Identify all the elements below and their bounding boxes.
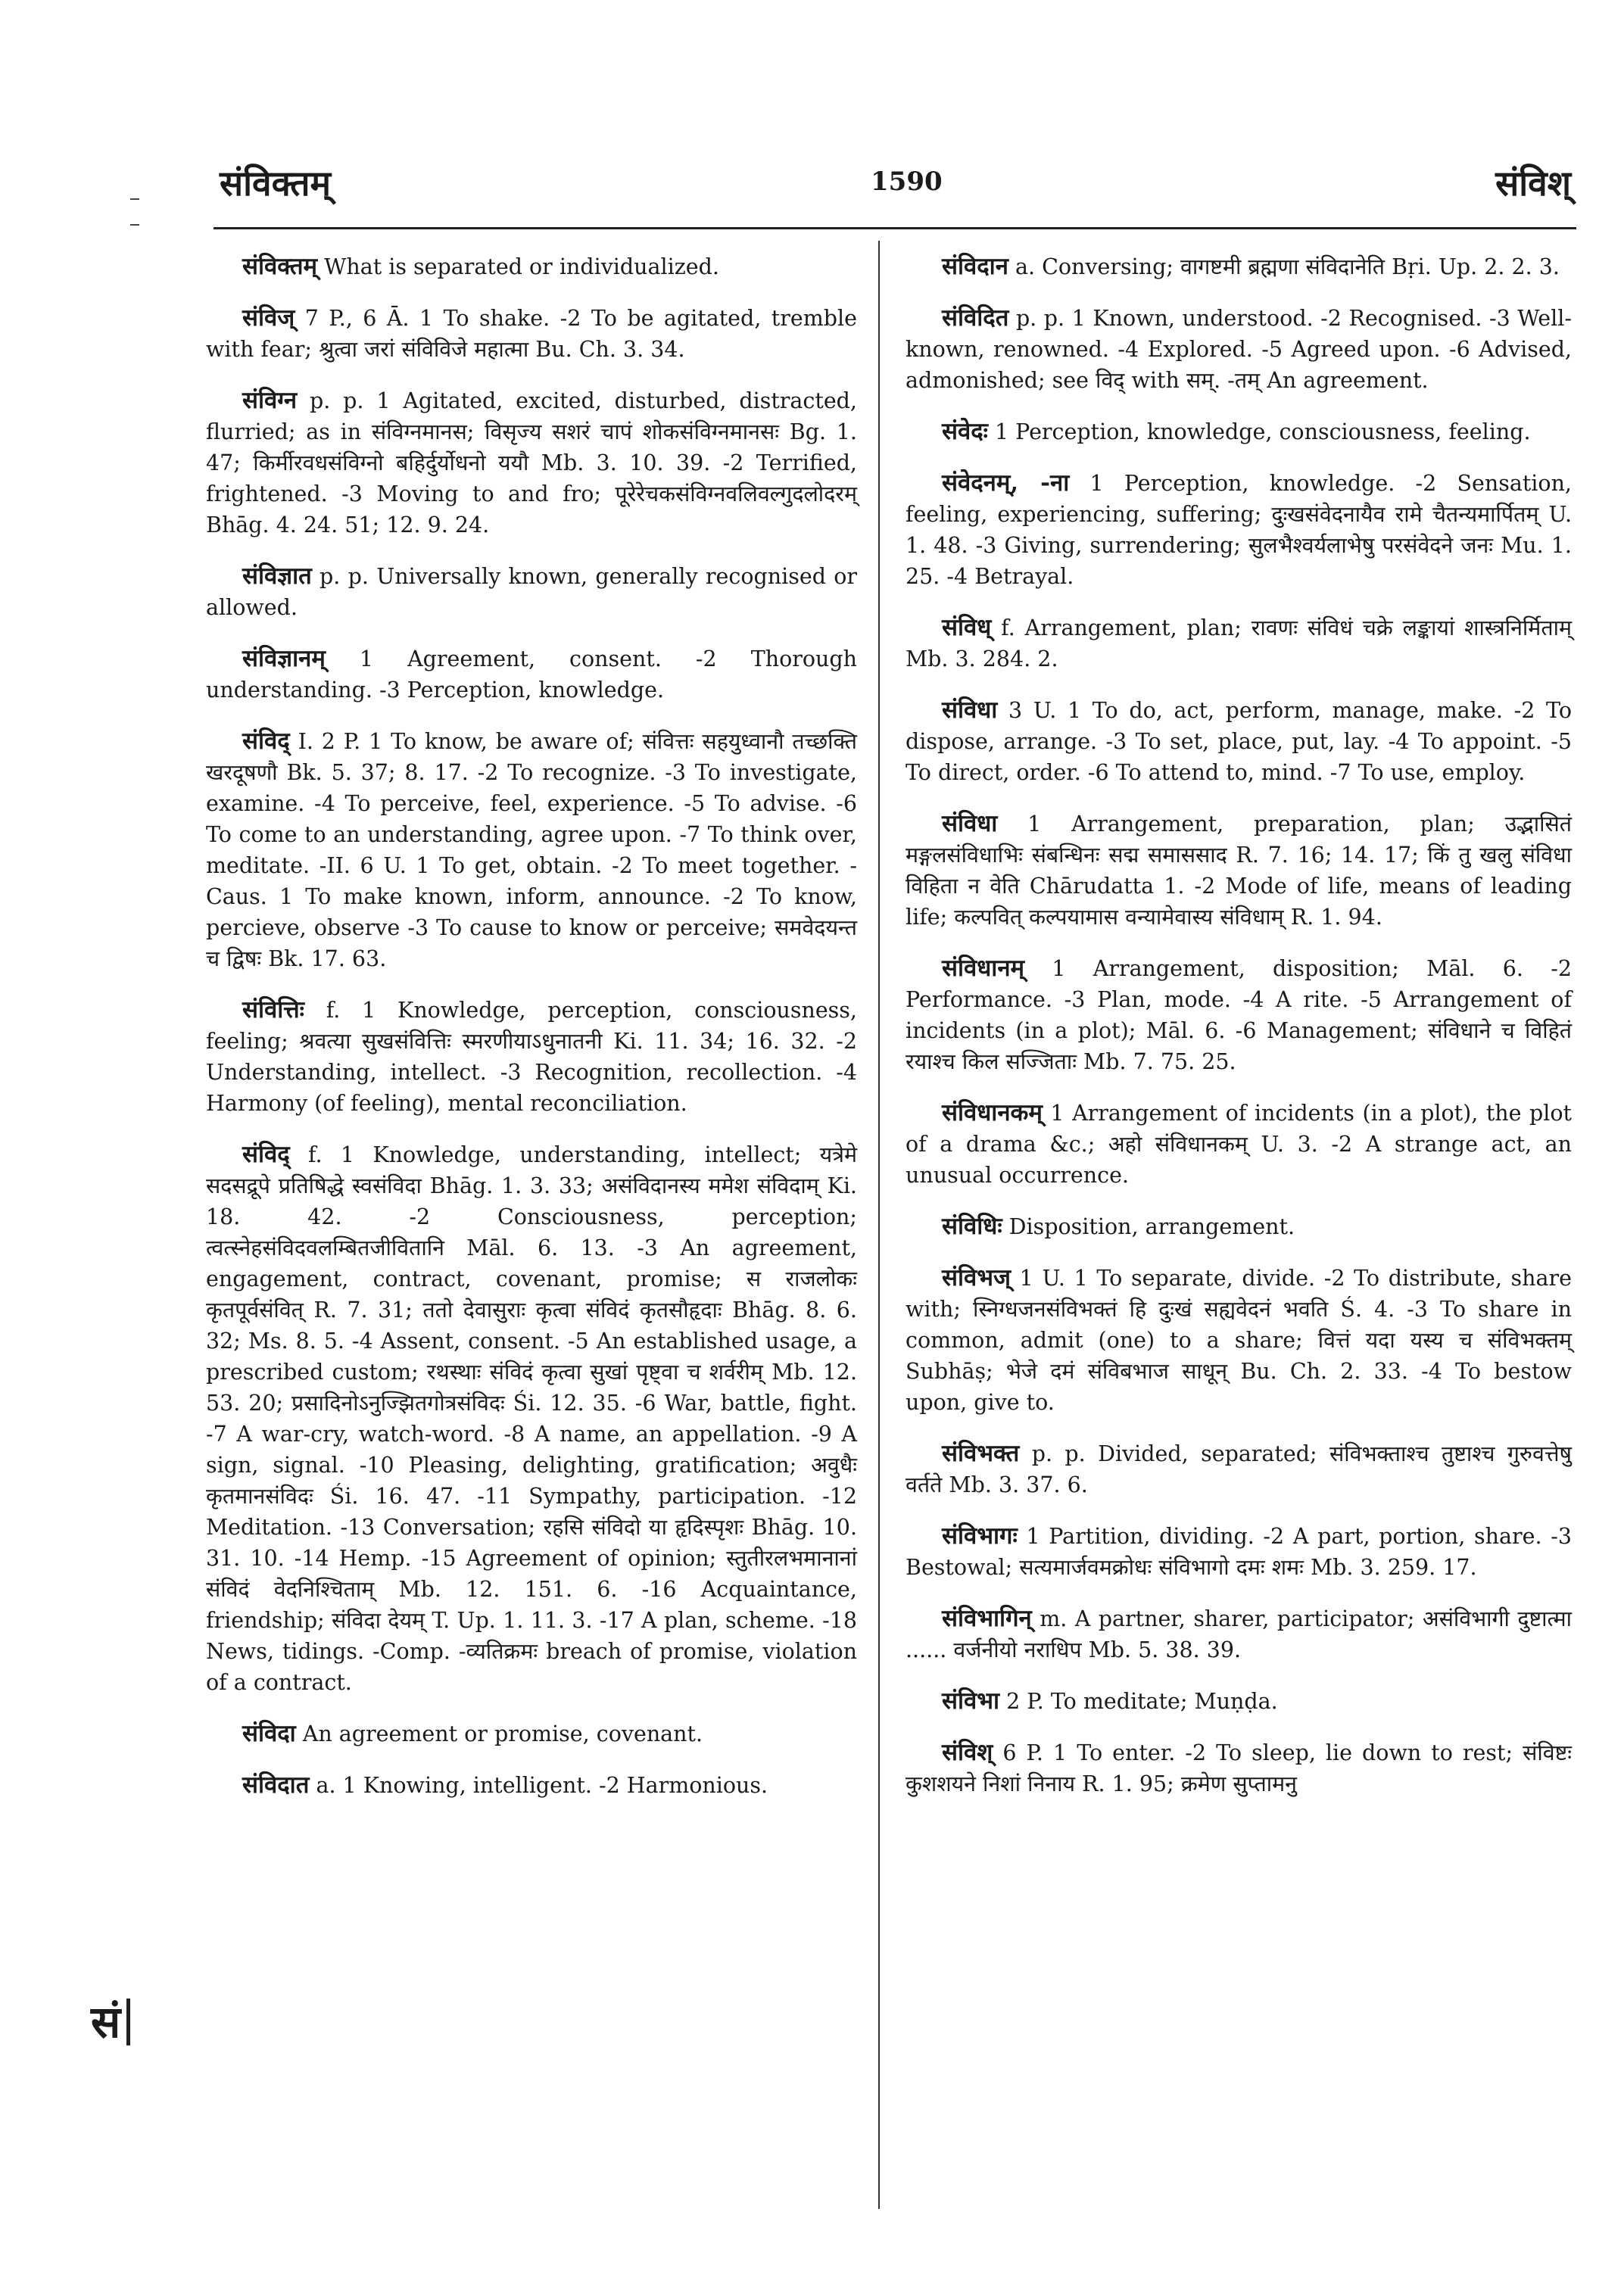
entry-definition: 6 P. 1 To enter. -2 To sleep, lie down to rest; संविष्टः कुशशयने निशां निनाय R. 1. 95; क्रमेण सुप्तामनु [906,1740,1572,1796]
entry-headword: संविद् [242,727,290,755]
entry-definition: 1 Agreement, consent. -2 Thorough understanding. -3 Perception, knowledge. [206,646,857,703]
dictionary-entry [906,612,1572,675]
running-headword-right: संविश् [1495,163,1571,204]
dictionary-entry [206,385,857,541]
entry-definition: 7 P., 6 Ā. 1 To shake. -2 To be agitated, tremble with fear; श्रुत्वा जरां संविविजे महात्मा Bu. Ch. 3. 34. [206,306,857,362]
entry-definition: An agreement or promise, covenant. [295,1721,703,1746]
dictionary-entry [906,1603,1572,1665]
dictionary-entry [906,1438,1572,1500]
dictionary-entry [206,251,857,282]
entry-headword: संविभज् [942,1264,1011,1291]
entry-definition: 1 Arrangement, disposition; Māl. 6. -2 Performance. -3 Plan, mode. -4 A rite. -5 Arrangement of incidents (in a plot); Māl. 6. -6 Management; संविधाने च विहितं रयाश्च किल सज्जिताः Mb. 7. 75. 25. [906,956,1572,1074]
entry-headword: संविग्न [242,387,298,414]
margin-tick [130,198,139,200]
dictionary-entry [206,726,857,974]
entry-headword: संविज्ञानम् [242,645,326,672]
entry-definition: 2 P. To meditate; Muṇḍa. [999,1689,1278,1714]
entry-headword: संविधानकम् [942,1099,1043,1126]
page-number: 1590 [871,167,943,197]
entry-headword: संवेदः [942,418,988,445]
dictionary-entry [906,1686,1572,1717]
entry-definition: 3 U. 1 To do, act, perform, manage, make. -2 To dispose, arrange. -3 To set, place, put, lay. -4 To appoint. -5 To direct, order. -6 To attend to, mind. -7 To use, employ. [906,698,1572,785]
entry-headword: संविधानम् [942,955,1025,982]
entry-definition: f. 1 Knowledge, perception, consciousness, feeling; श्रवत्या सुखसंवित्तिः स्मरणीयाऽधुनातनी Ki. 11. 34; 16. 32. -2 Understanding, intellect. -3 Recognition, recollection. -4 Harmony (of feeling), mental reconciliation. [206,998,857,1116]
dictionary-entry [906,1521,1572,1583]
entry-definition: m. A partner, sharer, participator; असंविभागी दुष्टात्मा ...... वर्जनीयो नराधिप Mb. 5. 38. 39. [906,1606,1572,1662]
entry-definition: 1 Perception, knowledge, consciousness, feeling. [987,419,1531,444]
left-column [206,251,857,1821]
entry-headword: संविभागः [942,1522,1018,1550]
entry-definition: 1 Partition, dividing. -2 A part, portion, share. -3 Bestowal; सत्यमार्जवमक्रोधः संविभागो दमः शमः Mb. 3. 259. 17. [906,1524,1572,1580]
entry-definition: 1 Arrangement of incidents (in a plot), the plot of a drama &c.; अहो संविधानकम् U. 3. -2 A strange act, an unusual occurrence. [906,1101,1572,1188]
column-divider [878,241,880,2209]
entry-headword: संविश् [942,1739,993,1766]
entry-headword: संविदित [942,304,1009,332]
entry-definition: I. 2 P. 1 To know, be aware of; संवित्तः सहयुध्वानौ तच्छक्ति खरदूषणौ Bk. 5. 37; 8. 17. -2 To recognize. -3 To investigate, examine. -4 To perceive, feel, experience. -5 To advise. -6 To come to an understanding, agree upon. -7 To think over, meditate. -II. 6 U. 1 To get, obtain. -2 To meet together. -Caus. 1 To make known, inform, announce. -2 To know, percieve, observe -3 To cause to know or perceive; समवेदयन्त च द्विषः Bk. 17. 63. [206,729,857,971]
dictionary-entry [906,1211,1572,1242]
dictionary-entry [906,416,1572,447]
dictionary-entry [906,1737,1572,1799]
entry-definition: 1 Perception, knowledge. -2 Sensation, feeling, experiencing, suffering; दुःखसंवेदनायैव रामे चैतन्यमार्पितम् U. 1. 48. -3 Giving, surrendering; सुलभैश्वर्यलाभेषु परसंवेदने जनः Mu. 1. 25. -4 Betrayal. [906,471,1572,589]
header-rule [214,227,1576,229]
entry-definition: a. 1 Knowing, intelligent. -2 Harmonious. [309,1773,768,1798]
entry-definition: p. p. Universally known, generally recognised or allowed. [206,564,857,620]
dictionary-entry [206,1770,857,1801]
entry-definition: 1 U. 1 To separate, divide. -2 To distribute, share with; स्निग्धजनसंविभक्तं हि दुःखं सह्यवेदनं भवति Ś. 4. -3 To share in common, admit (one) to a share; वित्तं यदा यस्य च संविभक्तम् Subhāṣ; भेजे दमं संविबभाज साधून् Bu. Ch. 2. 33. -4 To bestow upon, give to. [906,1266,1572,1415]
margin-tick [130,224,139,226]
entry-definition: f. Arrangement, plan; रावणः संविधं चक्रे लङ्कायां शास्त्रनिर्मिताम् Mb. 3. 284. 2. [906,615,1572,671]
entry-headword: संविज्ञात [242,562,312,590]
dictionary-entry [206,1139,857,1698]
dictionary-entry [206,1718,857,1749]
entry-definition: p. p. 1 Agitated, excited, disturbed, distracted, flurried; as in संविग्नमानस; विसृज्य सशरं चापं शोकसंविग्नमानसः Bg. 1. 47; किर्मीरवधसंविग्नो बहिर्दुर्योधनो ययौ Mb. 3. 10. 39. -2 Terrified, frightened. -3 Moving to and fro; पूरेरेचकसंविग्नवलिवल्गुदलोदरम् Bhāg. 4. 24. 51; 12. 9. 24. [206,388,857,537]
dictionary-entry [906,1098,1572,1191]
entry-headword: संविद् [242,1141,290,1168]
dictionary-entry [906,251,1572,282]
entry-headword: संवित्तिः [242,996,304,1023]
dictionary-entry [906,1263,1572,1418]
entry-headword: संवेदनम्, -ना [942,469,1070,497]
entry-definition: a. Conversing; वागष्टमी ब्रह्मणा संविदानेति Bṛi. Up. 2. 2. 3. [1008,254,1560,279]
entry-headword: संविक्तम् [242,253,318,280]
running-headword-left: संविक्तम् [220,163,331,204]
entry-headword: संविभा [942,1687,1000,1715]
entry-headword: संविध् [942,614,992,641]
entry-headword: संविदात [242,1771,310,1799]
entry-headword: संविधा [942,696,998,724]
entry-headword: संविदा [242,1720,296,1747]
entry-definition: p. p. Divided, separated; संविभक्ताश्च तुष्टाश्च गुरुवत्तेषु वर्तते Mb. 3. 37. 6. [906,1441,1572,1497]
entry-headword: संविभक्त [942,1440,1020,1467]
page-header [204,151,1586,220]
dictionary-entry [906,468,1572,592]
entry-definition: Disposition, arrangement. [1002,1214,1295,1239]
entry-definition: 1 Arrangement, preparation, plan; उद्भासितं मङ्गलसंविधाभिः संबन्धिनः सद्म समाससाद R. 7. 16; 14. 17; किं तु खलु संविधा विहिता न वेति Chārudatta 1. -2 Mode of life, means of leading life; कल्पवित् कल्पयामास वन्यामेवास्य संविधाम् R. 1. 94. [906,812,1572,930]
dictionary-entry [906,953,1572,1077]
entry-definition: p. p. 1 Known, understood. -2 Recognised. -3 Well-known, renowned. -4 Explored. -5 Agreed upon. -6 Advised, admonished; see विद् with सम्. -तम् An agreement. [906,306,1572,393]
entry-headword: संविभागिन् [942,1605,1032,1632]
entry-definition: f. 1 Knowledge, understanding, intellect; यत्रेमे सदसद्रूपे प्रतिषिद्धे स्वसंविदा Bhāg. 1. 3. 33; असंविदानस्य ममेश संविदाम् Ki. 18. 42. -2 Consciousness, perception; त्वत्स्नेहसंविदवलम्बितजीवितानि Māl. 6. 13. -3 An agreement, engagement, contract, covenant, promise; स राजलोकः कृतपूर्वसंवित् R. 7. 31; ततो देवासुराः कृत्वा संविदं कृतसौहृदाः Bhāg. 8. 6. 32; Ms. 8. 5. -4 Assent, consent. -5 An established usage, a prescribed custom; रथस्थाः संविदं कृत्वा सुखां पृष्ट्वा च शर्वरीम् Mb. 12. 53. 20; प्रसादिनोऽनुज्झितगोत्रसंविदः Śi. 12. 35. -6 War, battle, fight. -7 A war-cry, watch-word. -8 A name, an appellation. -9 A sign, signal. -10 Pleasing, delighting, gratification; अवुधैः कृतमानसंविदः Śi. 16. 47. -11 Sympathy, participation. -12 Meditation. -13 Conversation; रहसि संविदो या हृदिस्पृशः Bhāg. 10. 31. 10. -14 Hemp. -15 Agreement of opinion; स्तुतीरलभमानानां संविदं वेदनिश्चिताम् Mb. 12. 151. 6. -16 Acquaintance, friendship; संविदा देयम् T. Up. 1. 11. 3. -17 A plan, scheme. -18 News, tidings. -Comp. -व्यतिक्रमः breach of promise, violation of a contract. [206,1142,857,1695]
dictionary-entry [906,808,1572,933]
entry-definition: What is separated or individualized. [317,254,719,279]
dictionary-entry [906,303,1572,396]
entry-headword: संविधिः [942,1213,1002,1240]
dictionary-entry [206,561,857,623]
section-thumb-mark: सं [91,1999,130,2045]
dictionary-entry [206,303,857,365]
right-column [906,251,1572,1820]
dictionary-entry [906,695,1572,788]
entry-headword: संविदान [942,253,1008,280]
entry-headword: संविधा [942,810,998,837]
dictionary-entry [206,643,857,706]
dictionary-entry [206,995,857,1119]
entry-headword: संविज् [242,304,295,332]
